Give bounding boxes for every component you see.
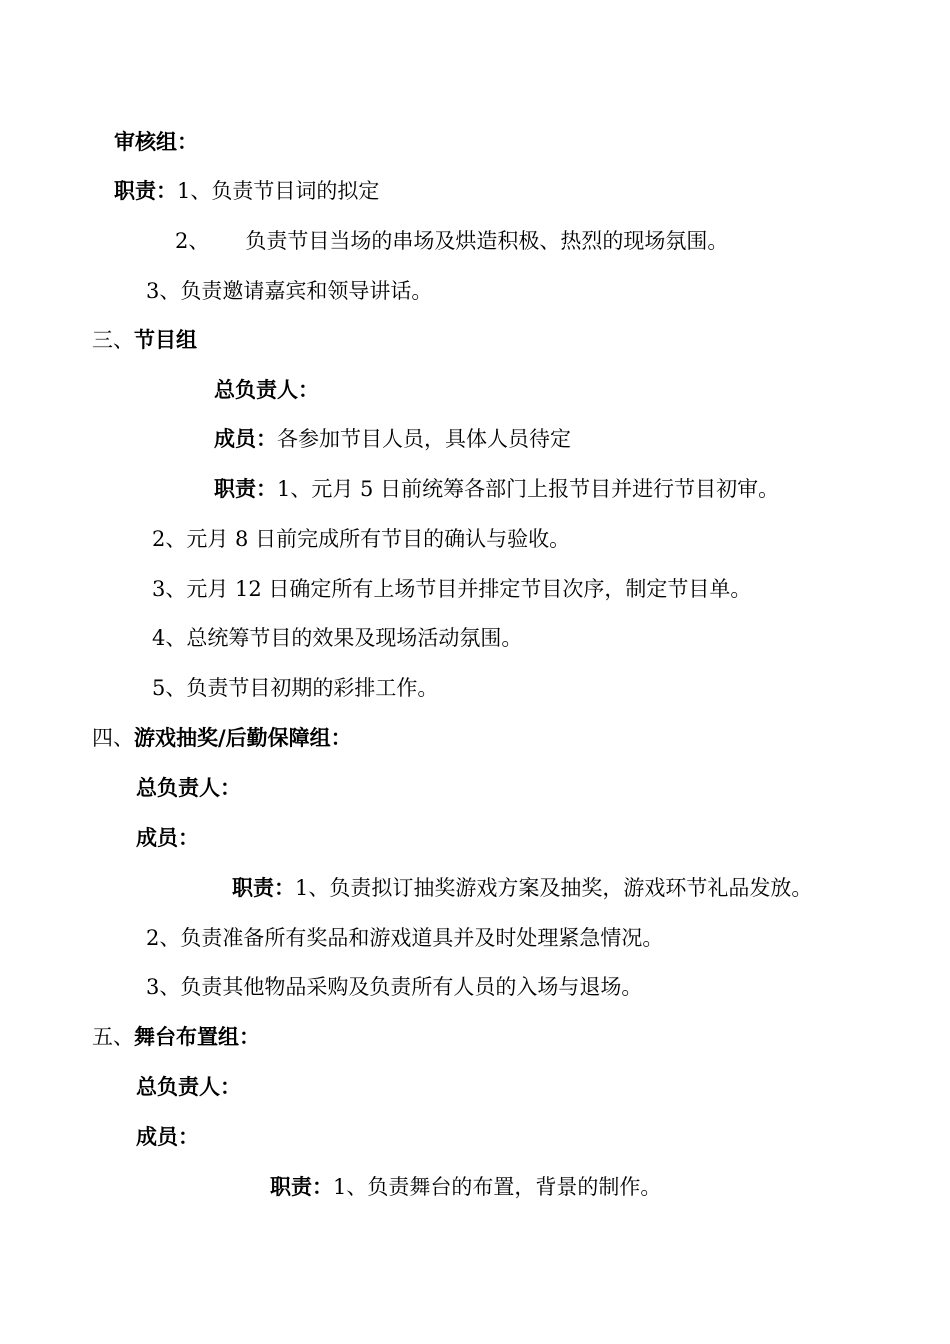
review-duty-2-line	[175, 226, 728, 256]
program-duty-4-line: 4、总统筹节目的效果及现场活动氛围。	[152, 626, 523, 650]
review-duty-1-line	[114, 176, 379, 206]
heading-text: 舞台布置组：	[134, 1024, 260, 1049]
game-duty-1-line	[232, 873, 812, 903]
program-duty-3-line: 3、元月 12 日确定所有上场节目并排定节目次序，制定节目单。	[152, 577, 752, 601]
duty-item: 负责节目当场的串场及烘造积极、热烈的现场氛围。	[245, 229, 729, 253]
program-duty-5-line: 5、负责节目初期的彩排工作。	[152, 676, 439, 700]
duty-number: 2、	[175, 229, 210, 253]
heading-number: 三、	[92, 328, 134, 352]
duty-item: 1、元月 5 日前统筹各部门上报节目并进行节目初审。	[277, 477, 780, 501]
heading-number: 四、	[92, 726, 134, 750]
heading-text: 游戏抽奖/后勤保障组：	[134, 725, 352, 750]
heading-number: 五、	[92, 1025, 134, 1049]
game-leader-label: 总负责人：	[136, 775, 241, 800]
program-leader-label: 总负责人：	[214, 377, 319, 402]
game-duty-2-line: 2、负责准备所有奖品和游戏道具并及时处理紧急情况。	[146, 926, 664, 950]
heading-text: 节目组	[134, 327, 197, 352]
section-heading-program	[92, 325, 197, 355]
review-group-title: 审核组：	[114, 129, 198, 154]
game-duty-3-line: 3、负责其他物品采购及负责所有人员的入场与退场。	[146, 975, 643, 999]
program-members-line	[214, 424, 571, 454]
section-heading-game	[92, 723, 352, 753]
duty-item: 1、负责拟订抽奖游戏方案及抽奖，游戏环节礼品发放。	[295, 876, 813, 900]
members-label: 成员：	[214, 426, 277, 451]
members-text: 各参加节目人员，具体人员待定	[277, 427, 571, 451]
stage-leader-label: 总负责人：	[136, 1074, 241, 1099]
game-members-label: 成员：	[136, 825, 199, 850]
duty-label: 职责：	[232, 875, 295, 900]
duty-item: 1、负责舞台的布置，背景的制作。	[333, 1175, 662, 1199]
duty-item: 1、负责节目词的拟定	[177, 179, 380, 203]
duty-label: 职责：	[214, 476, 277, 501]
duty-label: 职责：	[270, 1174, 333, 1199]
stage-members-label: 成员：	[136, 1124, 199, 1149]
stage-duty-1-line	[270, 1172, 661, 1202]
review-duty-3-line: 3、负责邀请嘉宾和领导讲话。	[146, 279, 433, 303]
program-duty-2-line: 2、元月 8 日前完成所有节目的确认与验收。	[152, 527, 571, 551]
section-heading-stage	[92, 1022, 260, 1052]
duty-label: 职责：	[114, 178, 177, 203]
program-duty-1-line	[214, 474, 779, 504]
